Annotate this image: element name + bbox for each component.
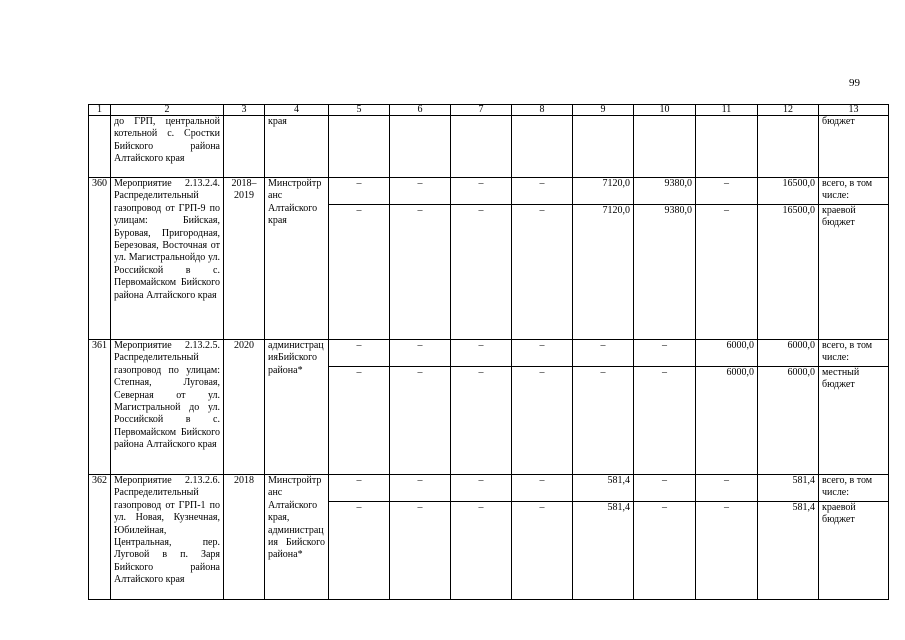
amount-cell: –: [390, 502, 451, 600]
amount-cell: 6000,0: [696, 340, 758, 367]
executor: края: [265, 116, 329, 178]
row-number: 362: [89, 475, 111, 600]
header-cell: 13: [819, 105, 889, 116]
amount-cell: –: [512, 502, 573, 600]
page-number: 99: [849, 77, 860, 89]
amount-cell: 581,4: [573, 502, 634, 600]
amount-cell: –: [696, 502, 758, 600]
amount-cell: 6000,0: [758, 367, 819, 475]
amount-cell: –: [329, 340, 390, 367]
amount-cell: –: [512, 340, 573, 367]
amount-cell: –: [634, 367, 696, 475]
amount-cell: –: [451, 205, 512, 340]
header-row: [89, 105, 889, 116]
amount-cell: –: [696, 475, 758, 502]
amount-cell: 7120,0: [573, 178, 634, 205]
table-row: [89, 178, 889, 205]
period: 2018–2019: [224, 178, 265, 340]
funding-source: всего, в том числе:: [819, 178, 889, 205]
amount-cell: –: [451, 340, 512, 367]
funding-source: местный бюджет: [819, 367, 889, 475]
amount-cell: –: [634, 502, 696, 600]
amount-cell: 6000,0: [696, 367, 758, 475]
amount-cell: –: [696, 205, 758, 340]
header-cell: 1: [89, 105, 111, 116]
amount-cell: –: [390, 178, 451, 205]
amount-cell: 7120,0: [573, 205, 634, 340]
header-cell: 6: [390, 105, 451, 116]
amount-cell: –: [329, 475, 390, 502]
amount-cell: –: [512, 367, 573, 475]
funding-source: краевой бюджет: [819, 502, 889, 600]
event-description: Мероприятие 2.13.2.4. Распределительный газопровод от ГРП-9 по улицам: Бийская, Буровая, Пригородная, Березовая, Восточная от ул. Магистральнойдо ул. Российской в с. Первомайском Бийского района Алтайского края: [111, 178, 224, 340]
amount-cell: –: [329, 205, 390, 340]
program-table: [88, 104, 889, 600]
period: 2018: [224, 475, 265, 600]
header-cell: 3: [224, 105, 265, 116]
header-cell: 11: [696, 105, 758, 116]
amount-cell: –: [390, 475, 451, 502]
table-row: [89, 475, 889, 502]
header-cell: 4: [265, 105, 329, 116]
amount-cell: –: [329, 178, 390, 205]
amount-cell: –: [512, 178, 573, 205]
amount-cell: –: [329, 502, 390, 600]
amount-cell: –: [451, 178, 512, 205]
amount-cell: –: [634, 340, 696, 367]
continuation-row: [89, 116, 889, 178]
header-cell: 8: [512, 105, 573, 116]
amount-cell: –: [696, 178, 758, 205]
event-description: Мероприятие 2.13.2.6. Распределительный газопровод от ГРП-1 по ул. Новая, Кузнечная, Юбилейная, Центральная, пер. Луговой в п. Заря Бийского района Алтайского края: [111, 475, 224, 600]
amount-cell: 581,4: [758, 475, 819, 502]
funding-source: всего, в том числе:: [819, 340, 889, 367]
amount-cell: 581,4: [758, 502, 819, 600]
amount-cell: –: [451, 502, 512, 600]
row-number: 360: [89, 178, 111, 340]
amount-cell: –: [512, 205, 573, 340]
amount-cell: 16500,0: [758, 178, 819, 205]
amount-cell: –: [634, 475, 696, 502]
executor: администрацияБийского района*: [265, 340, 329, 475]
row-number: 361: [89, 340, 111, 475]
period: 2020: [224, 340, 265, 475]
amount-cell: –: [329, 367, 390, 475]
header-cell: 10: [634, 105, 696, 116]
amount-cell: 16500,0: [758, 205, 819, 340]
amount-cell: –: [451, 367, 512, 475]
amount-cell: 9380,0: [634, 178, 696, 205]
header-cell: 12: [758, 105, 819, 116]
header-cell: 2: [111, 105, 224, 116]
header-cell: 9: [573, 105, 634, 116]
amount-cell: –: [573, 367, 634, 475]
amount-cell: –: [390, 205, 451, 340]
funding-source: краевой бюджет: [819, 205, 889, 340]
amount-cell: –: [573, 340, 634, 367]
amount-cell: 9380,0: [634, 205, 696, 340]
amount-cell: –: [390, 340, 451, 367]
executor: Минстройтранс Алтайского края, администрация Бийского района*: [265, 475, 329, 600]
header-cell: 7: [451, 105, 512, 116]
amount-cell: –: [451, 475, 512, 502]
amount-cell: –: [390, 367, 451, 475]
executor: Минстройтранс Алтайского края: [265, 178, 329, 340]
header-cell: 5: [329, 105, 390, 116]
amount-cell: –: [512, 475, 573, 502]
funding-source: бюджет: [819, 116, 889, 178]
event-description: Мероприятие 2.13.2.5. Распределительный газопровод по улицам: Степная, Луговая, Северная от ул. Магистральной до ул. Российской в с. Первомайском Бийского района Алтайского края: [111, 340, 224, 475]
amount-cell: 581,4: [573, 475, 634, 502]
amount-cell: 6000,0: [758, 340, 819, 367]
table-row: [89, 340, 889, 367]
event-description: до ГРП, центральной котельной с. Сростки Бийского района Алтайского края: [111, 116, 224, 178]
funding-source: всего, в том числе:: [819, 475, 889, 502]
